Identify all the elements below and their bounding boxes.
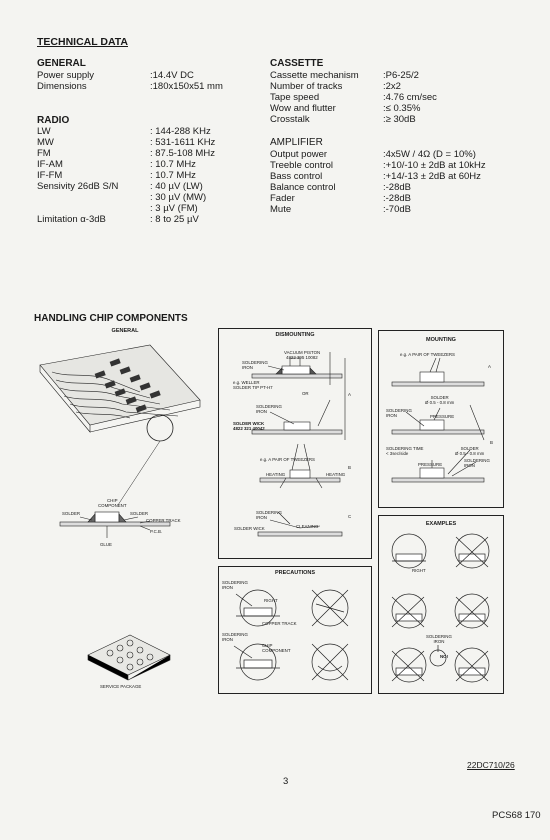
spec-label: Dimensions <box>37 81 87 92</box>
dismounting-or: OR <box>302 391 309 396</box>
mounting-soldering-iron-2: SOLDERING IRON <box>464 458 490 468</box>
general-copper-track: COPPER TRACK <box>146 518 181 523</box>
spec-label: FM <box>37 148 51 159</box>
spec-value: :≤ 0.35% <box>383 103 421 114</box>
radio-title: RADIO <box>37 115 70 126</box>
amplifier-title: AMPLIFIER <box>270 137 323 148</box>
spec-value: :14.4V DC <box>150 70 194 81</box>
dismounting-heating-left: HEATING <box>266 472 286 477</box>
examples-right: RIGHT <box>412 568 426 573</box>
precautions-right: RIGHT <box>264 598 278 603</box>
spec-label: IF-AM <box>37 159 63 170</box>
general-solder-right: SOLDER <box>130 511 149 516</box>
handling-title: HANDLING CHIP COMPONENTS <box>34 313 188 324</box>
spec-value: : 3 µV (FM) <box>150 203 198 214</box>
general-service-package: SERVICE PACKAGE <box>100 684 142 689</box>
footer-code: PCS68 170 <box>492 810 541 821</box>
spec-value: : 30 µV (MW) <box>150 192 207 203</box>
spec-value: : 531-1611 KHz <box>150 137 216 148</box>
spec-value: :≥ 30dB <box>383 114 416 125</box>
mounting-tweezers: e.g. A PAIR OF TWEEZERS <box>400 352 455 357</box>
precautions-title: PRECAUTIONS <box>274 570 316 576</box>
spec-label: Sensivity 26dB S/N <box>37 181 119 192</box>
mounting-soldering-iron: SOLDERING IRON <box>386 408 412 418</box>
precautions-chip-component: CHIP COMPONENT <box>262 643 291 653</box>
dismounting-label-a: A <box>348 392 351 397</box>
dismounting-soldering-iron-2: SOLDERING IRON <box>256 404 282 414</box>
dismounting-solder-wick: SOLDER WICK 4822 321 40042 <box>233 421 265 431</box>
page-number: 3 <box>283 776 289 787</box>
examples-no: NO! <box>440 654 449 659</box>
spec-value: : 144-288 KHz <box>150 126 211 137</box>
general-pcb: P.C.B. <box>150 529 163 534</box>
dismounting-tweezers: e.g. A PAIR OF TWEEZERS <box>260 457 315 462</box>
dismounting-title: DISMOUNTING <box>275 332 315 338</box>
general-solder-left: SOLDER <box>62 511 81 516</box>
spec-label: Balance control <box>270 182 336 193</box>
dismounting-vacuum-piston: VACUUM PISTON <box>284 350 321 355</box>
spec-value: : 10.7 MHz <box>150 170 196 181</box>
spec-label: Number of tracks <box>270 81 343 92</box>
cassette-title: CASSETTE <box>270 58 324 69</box>
general-glue: GLUE <box>100 542 112 547</box>
dismounting-solder-wick-2: SOLDER WICK <box>234 526 265 531</box>
general-chip-component-label: CHIP COMPONENT <box>98 498 127 508</box>
examples-title: EXAMPLES <box>425 521 457 527</box>
spec-value: : 8 to 25 µV <box>150 214 199 225</box>
dismounting-label-c: C <box>348 514 352 519</box>
technical-data-title: TECHNICAL DATA <box>37 36 128 48</box>
spec-label: Wow and flutter <box>270 103 336 114</box>
spec-label: Treeble control <box>270 160 334 171</box>
spec-label: LW <box>37 126 51 137</box>
mounting-label-b: B <box>490 440 493 445</box>
dismounting-label-b: B <box>348 465 351 470</box>
mounting-solder-2: SOLDER Ø 0.5 - 0.8 mm <box>455 446 485 456</box>
dismounting-soldering-iron-3: SOLDERING IRON <box>256 510 282 520</box>
general-title: GENERAL <box>37 58 86 69</box>
spec-value: : 40 µV (LW) <box>150 181 203 192</box>
spec-label: MW <box>37 137 54 148</box>
spec-value: :180x150x51 mm <box>150 81 223 92</box>
spec-value: : 10.7 MHz <box>150 159 196 170</box>
spec-value: :-28dB <box>383 193 411 204</box>
precautions-soldering-iron: SOLDERING IRON <box>222 580 248 590</box>
spec-value: :P6-25/2 <box>383 70 419 81</box>
dismounting-vacuum-code: 4822 395 10082 <box>286 355 318 360</box>
mounting-solder: SOLDER Ø 0.5 - 0.8 mm <box>425 395 455 405</box>
dismounting-weller: e.g. WELLER SOLDER TIP PT-H7 <box>233 380 273 390</box>
spec-label: Cassette mechanism <box>270 70 359 81</box>
spec-label: Limitation α-3dB <box>37 214 106 225</box>
mounting-label-a: A <box>488 364 491 369</box>
spec-value: :+10/-10 ± 2dB at 10kHz <box>383 160 486 171</box>
spec-label: IF-FM <box>37 170 63 181</box>
spec-value: :4x5W / 4Ω (D = 10%) <box>383 149 476 160</box>
dismounting-soldering-iron: SOLDERING IRON <box>242 360 268 370</box>
mounting-pressure-2: PRESSURE <box>418 462 443 467</box>
spec-label: Fader <box>270 193 295 204</box>
spec-value: :2x2 <box>383 81 401 92</box>
mounting-soldering-time: SOLDERING TIME < 3sec/side <box>386 446 424 456</box>
spec-label: Bass control <box>270 171 323 182</box>
spec-value: :-28dB <box>383 182 411 193</box>
general-box-title: GENERAL <box>111 328 139 334</box>
spec-label: Tape speed <box>270 92 320 103</box>
precautions-copper-track: COPPER TRACK <box>262 621 297 626</box>
spec-value: : 87.5-108 MHz <box>150 148 215 159</box>
spec-label: Power supply <box>37 70 95 81</box>
mounting-title: MOUNTING <box>426 337 456 343</box>
spec-value: :4.76 cm/sec <box>383 92 437 103</box>
dismounting-cleaning: CLEANING <box>296 524 319 529</box>
dismounting-heating-right: HEATING <box>326 472 346 477</box>
spec-label: Output power <box>270 149 328 160</box>
spec-value: :-70dB <box>383 204 411 215</box>
examples-soldering-iron: SOLDERING IRON <box>426 634 452 644</box>
spec-label: Crosstalk <box>270 114 310 125</box>
document-code: 22DC710/26 <box>467 760 515 770</box>
spec-value: :+14/-13 ± 2dB at 60Hz <box>383 171 481 182</box>
spec-label: Mute <box>270 204 292 215</box>
precautions-soldering-iron-2: SOLDERING IRON <box>222 632 248 642</box>
mounting-pressure: PRESSURE <box>430 414 455 419</box>
